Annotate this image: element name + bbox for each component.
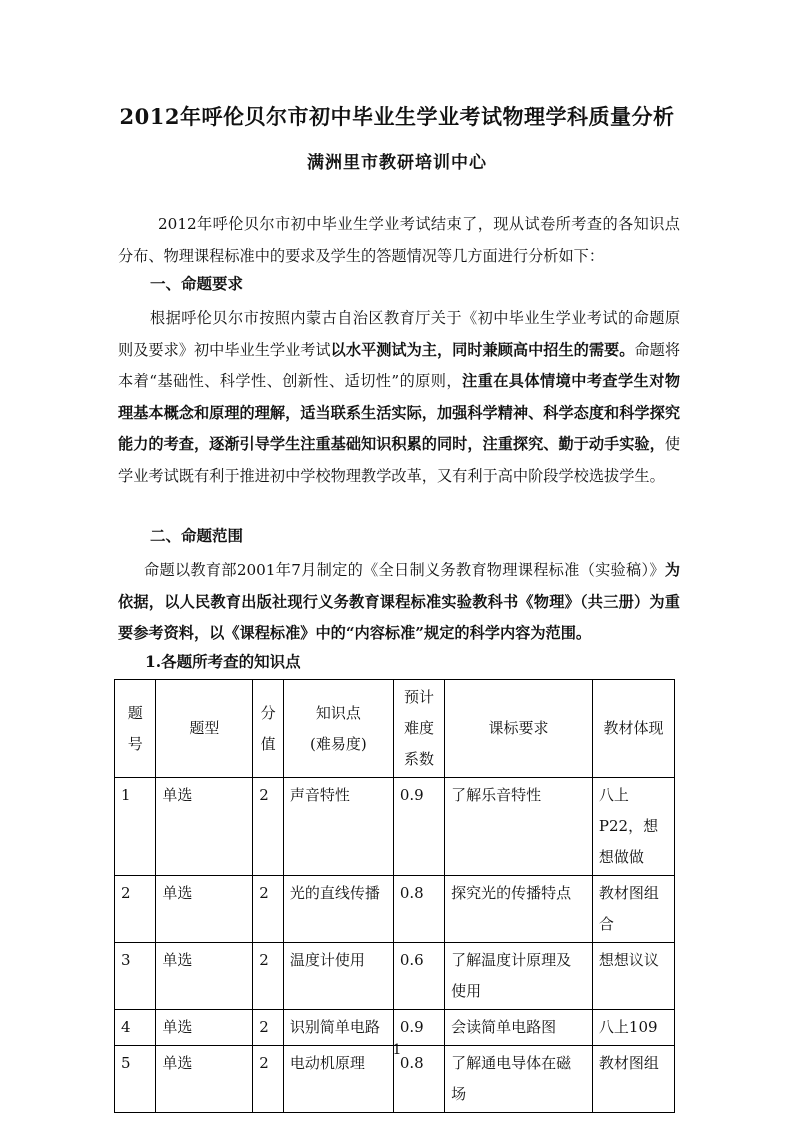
cell-num: 3	[115, 943, 156, 1010]
cell-difficulty: 0.9	[393, 778, 444, 876]
cell-standard: 了解温度计原理及使用	[445, 943, 593, 1010]
subsection-heading: 1.各题所考查的知识点	[145, 652, 301, 671]
section-heading-requirements: 一、命题要求	[150, 274, 244, 293]
requirements-paragraph	[118, 303, 680, 492]
cell-score: 2	[253, 1046, 284, 1113]
cell-textbook: 八上P22，想想做做	[592, 778, 674, 876]
cell-num: 2	[115, 876, 156, 943]
cell-standard: 探究光的传播特点	[445, 876, 593, 943]
scope-paragraph	[118, 555, 680, 650]
cell-score: 2	[253, 876, 284, 943]
cell-knowledge: 电动机原理	[283, 1046, 393, 1113]
table-row	[115, 1010, 675, 1046]
document-subtitle: 满洲里市教研培训中心	[307, 153, 487, 173]
cell-textbook: 想想议议	[592, 943, 674, 1010]
cell-textbook: 八上109	[592, 1010, 674, 1046]
cell-type: 单选	[156, 778, 253, 876]
requirements-text-a: 根据呼伦贝尔市按照内蒙古自治区教育厅关于《初中毕业生学业考试的命题原则及要求》初中毕业生学业考试	[118, 309, 680, 359]
cell-difficulty: 0.8	[393, 1046, 444, 1113]
cell-type: 单选	[156, 1010, 253, 1046]
requirements-text-e: 使学业考试既有利于推进初中学校物理教学改革，又有利于高中阶段学校选拔学生。	[118, 435, 680, 485]
header-standard: 课标要求	[445, 680, 593, 778]
cell-knowledge: 光的直线传播	[283, 876, 393, 943]
scope-text-b: 为依据，以人民教育出版社现行义务教育课程标准实验教科书《物理》（共三册）为重要参考资料，以《课程标准》中的“内容标准”规定的科学内容为范围。	[118, 561, 680, 642]
cell-score: 2	[253, 1010, 284, 1046]
table-header-row	[115, 680, 675, 778]
header-knowledge-line2: (难易度)	[310, 734, 367, 753]
intro-paragraph: 2012年呼伦贝尔市初中毕业生学业考试结束了，现从试卷所考查的各知识点分布、物理课程标准中的要求及学生的答题情况等几方面进行分析如下：	[118, 215, 680, 265]
table-row	[115, 778, 675, 876]
cell-num: 4	[115, 1010, 156, 1046]
cell-standard: 了解通电导体在磁场	[445, 1046, 593, 1113]
cell-textbook: 教材图组	[592, 1046, 674, 1113]
cell-num: 5	[115, 1046, 156, 1113]
cell-knowledge: 识别简单电路	[283, 1010, 393, 1046]
cell-textbook: 教材图组合	[592, 876, 674, 943]
requirements-text-d: 注重在具体情境中考查学生对物理基本概念和原理的理解，适当联系生活实际，加强科学精神、科学态度和科学探究能力的考查，逐渐引导学生注重基础知识积累的同时，注重探究、勤于动手实验，	[118, 372, 681, 453]
cell-difficulty: 0.8	[393, 876, 444, 943]
header-score: 分值	[253, 680, 284, 778]
header-num: 题号	[115, 680, 156, 778]
cell-knowledge: 温度计使用	[283, 943, 393, 1010]
page-number: 1	[392, 1042, 402, 1058]
section-heading-scope: 二、命题范围	[150, 526, 244, 545]
header-type: 题型	[156, 680, 253, 778]
cell-standard: 了解乐音特性	[445, 778, 593, 876]
cell-score: 2	[253, 778, 284, 876]
scope-text-a: 命题以教育部2001年7月制定的《全日制义务教育物理课程标准（实验稿）》	[144, 561, 665, 579]
requirements-text-b: 以水平测试为主，同时兼顾高中招生的需要。	[330, 340, 635, 359]
header-knowledge	[283, 680, 393, 778]
header-difficulty: 预计难度系数	[393, 680, 444, 778]
header-textbook: 教材体现	[592, 680, 674, 778]
document-title: 2012年呼伦贝尔市初中毕业生学业考试物理学科质量分析	[119, 104, 675, 129]
cell-type: 单选	[156, 1046, 253, 1113]
cell-type: 单选	[156, 876, 253, 943]
table-row	[115, 876, 675, 943]
cell-num: 1	[115, 778, 156, 876]
cell-standard: 会读简单电路图	[445, 1010, 593, 1046]
cell-difficulty: 0.6	[393, 943, 444, 1010]
table-row	[115, 943, 675, 1010]
requirements-text-c: 命题将本着“基础性、科学性、创新性、适切性”的原则，	[118, 340, 681, 390]
cell-type: 单选	[156, 943, 253, 1010]
cell-difficulty: 0.9	[393, 1010, 444, 1046]
header-knowledge-line1: 知识点	[315, 703, 361, 722]
cell-score: 2	[253, 943, 284, 1010]
cell-knowledge: 声音特性	[283, 778, 393, 876]
